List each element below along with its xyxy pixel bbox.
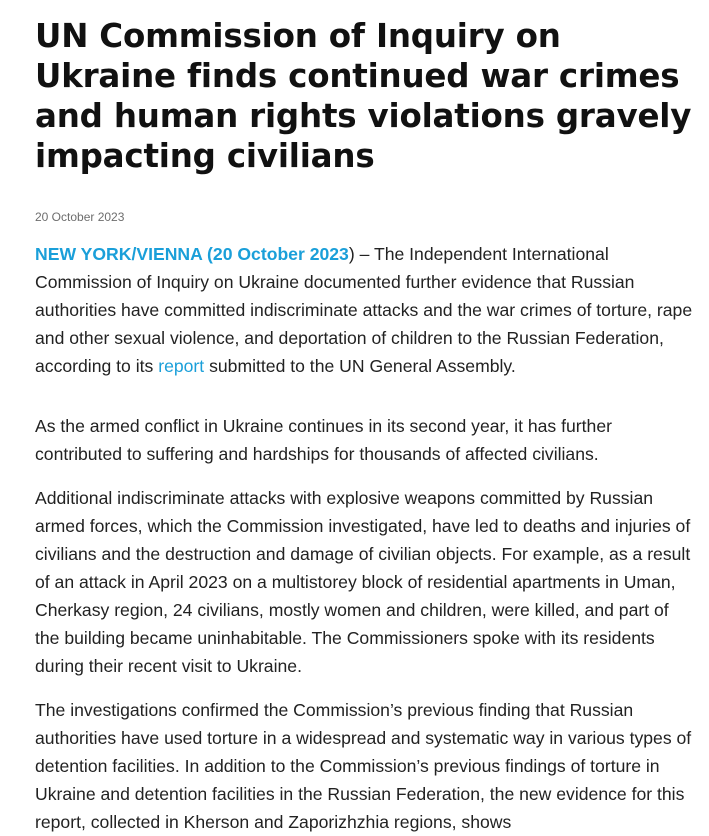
body-paragraph-1: As the armed conflict in Ukraine continues in its second year, it has further contributed to suffering and hardships for thousands of affected civilians. [35,416,612,464]
body-paragraph-2: Additional indiscriminate attacks with explosive weapons committed by Russian armed forces, which the Commission investigated, have led to deaths and injuries of civilians and the destruction and damage of civilian objects. For example, as a result of an attack in April 2023 on a multistorey block of residential apartments in Uman, Cherkasy region, 24 civilians, mostly women and children, were killed, and part of the building became uninhabitable. The Commissioners spoke with its residents during their recent visit to Ukraine. [35,488,691,676]
dateline: NEW YORK/VIENNA ( [35,244,213,264]
lead-text-start: – The Independent International Commission of Inquiry on Ukraine documented further evidence that Russian authorities have committed indiscriminate attacks and the war crimes of torture, rape and other sexual violence, and deportation of children to the Russian Federation, according to its [35,244,693,376]
lead-text-end: submitted to the UN General Assembly. [204,356,516,376]
publish-date: 20 October 2023 [35,210,125,224]
dateline-date: 20 October 2023 [212,244,349,264]
article-headline: UN Commission of Inquiry on Ukraine finds continued war crimes and human rights violations gravely impacting civilians [35,17,692,175]
report-link[interactable]: report [158,356,205,376]
article [35,16,695,836]
dateline-close: ) [348,244,355,264]
lead-paragraph [35,240,695,380]
body-paragraph-3: The investigations confirmed the Commission’s previous finding that Russian authorities have used torture in a widespread and systematic way in various types of detention facilities. In addition to the Commission’s previous findings of torture in Ukraine and detention facilities in the Russian Federation, the new evidence for this report, collected in Kherson and Zaporizhzhia regions, shows [35,700,692,832]
